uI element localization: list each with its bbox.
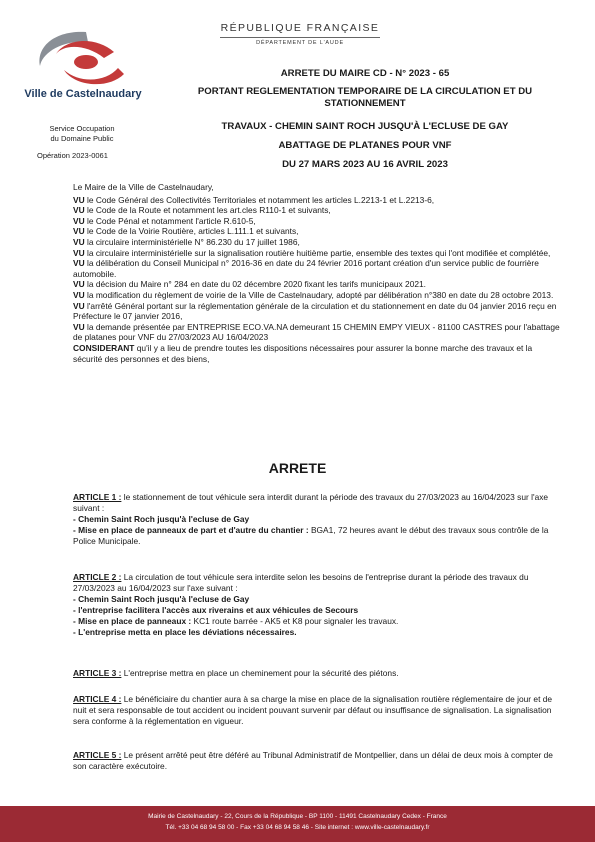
article-4 — [73, 694, 563, 727]
city-name: Ville de Castelnaudary — [24, 88, 142, 100]
article-4-label: ARTICLE 4 : — [73, 694, 122, 704]
works-title: TRAVAUX - CHEMIN SAINT ROCH JUSQU'À L'ECLUSE DE GAY — [221, 121, 509, 132]
vu-label: VU — [73, 279, 85, 290]
article-1-bullet-2-text: BGA1, 72 heures avant le début des travaux sous contrôle de la Police Municipale. — [73, 525, 549, 546]
vu-label: VU — [73, 247, 85, 258]
vu-label: VU — [73, 236, 85, 247]
vu-item: le Code Général des Collectivités Territoriales et notamment les articles L.2213-1 et L.2213-6, — [86, 194, 435, 205]
vu-item: la demande présentée par ENTREPRISE ECO.VA.NA demeurant 15 CHEMIN EMPY VIEUX - 81100 CASTRES pour l'abattage de platanes pour VNF du 27/03/2023 AU 16/04/2023 — [73, 321, 560, 343]
works-description: ABATTAGE DE PLATANES POUR VNF — [278, 140, 452, 151]
vu-label: VU — [73, 289, 85, 300]
vu-label: VU — [73, 194, 85, 205]
castelnaudary-logo — [26, 24, 146, 94]
article-5 — [73, 750, 563, 772]
decree-purpose-1: PORTANT REGLEMENTATION TEMPORAIRE DE LA CIRCULATION ET DU — [197, 86, 533, 97]
preamble — [73, 182, 563, 364]
article-3 — [73, 668, 563, 679]
service-line-1: Service Occupation — [49, 124, 115, 133]
article-1-text: le stationnement de tout véhicule sera interdit durant la période des travaux du 27/03/2023 au 16/04/2023 sur l'axe suivant : — [73, 492, 549, 513]
decree-number: ARRETE DU MAIRE CD - N° 2023 - 65 — [280, 68, 450, 79]
article-3-text: L'entreprise mettra en place un cheminement pour la sécurité des piétons. — [121, 668, 399, 678]
considerant-label: CONSIDERANT — [73, 342, 135, 353]
service-line-2: du Domaine Public — [50, 133, 114, 143]
article-2-bullet-3: - Mise en place de panneaux : — [73, 616, 192, 626]
footer-contact: Tél. +33 04 68 94 58 00 - Fax +33 04 68 94 58 46 - Site internet : www.ville-castelnaudary.fr — [165, 824, 430, 831]
article-3-label: ARTICLE 3 : — [73, 668, 122, 678]
vu-label: VU — [73, 226, 85, 237]
article-1-bullet-1: - Chemin Saint Roch jusqu'à l'ecluse de Gay — [73, 514, 250, 524]
article-2-bullet-3-text: KC1 route barrée - AK5 et K8 pour signaler les travaux. — [191, 616, 399, 626]
vu-item: la circulaire interministérielle N° 86.230 du 17 juillet 1986, — [86, 236, 300, 247]
republic-title: RÉPUBLIQUE FRANÇAISE — [220, 22, 380, 34]
article-2-bullet-2: - l'entreprise facilitera l'accès aux riverains et aux véhicules de Secours — [73, 605, 359, 615]
vu-item: le Code Pénal et notamment l'article R.610-5, — [86, 215, 256, 226]
vu-label: VU — [73, 321, 85, 332]
article-2-text: La circulation de tout véhicule sera interdite selon les besoins de l'entreprise durant la période des travaux du 27/03/2023 au 16/04/2023 sur l'axe suivant : — [73, 572, 529, 593]
article-2-bullet-1: - Chemin Saint Roch jusqu'à l'ecluse de Gay — [73, 594, 250, 604]
operation-number: Opération 2023-0061 — [37, 151, 108, 160]
arrete-title: ARRETE — [268, 460, 327, 476]
article-1 — [73, 492, 563, 547]
article-2-bullet-4: - L'entreprise metta en place les déviations nécessaires. — [73, 627, 297, 637]
vu-item: l'arrêté Général portant sur la réglementation générale de la circulation et du stationnement en date du 04 janvier 2016 reçu en Préfecture le 07 janvier 2016, — [73, 300, 557, 322]
article-1-label: ARTICLE 1 : — [73, 492, 122, 502]
vu-item: la circulaire interministérielle sur la signalisation routière huitième partie, ensemble des textes qui l'ont modifiée et complétée, — [86, 247, 551, 258]
service-info — [22, 124, 142, 143]
vu-label: VU — [73, 205, 85, 216]
vu-item: la modification du règlement de voirie de la Ville de Castelnaudary, adopté par délibération n°380 en date du 28 octobre 2013. — [86, 289, 554, 300]
footer-address: Mairie de Castelnaudary - 22, Cours de la République - BP 1100 - 11491 Castelnaudary Cedex - France — [148, 813, 447, 820]
article-2 — [73, 572, 563, 638]
article-1-bullet-2: - Mise en place de panneaux de part et d'autre du chantier : — [73, 525, 309, 535]
article-2-label: ARTICLE 2 : — [73, 572, 122, 582]
article-5-label: ARTICLE 5 : — [73, 750, 122, 760]
considerant-text: qu'il y a lieu de prendre toutes les dispositions nécessaires pour assurer la bonne marche des travaux et la sécurité des personnes et des biens, — [73, 342, 533, 364]
vu-label: VU — [73, 258, 85, 269]
divider — [220, 37, 380, 38]
vu-item: la décision du Maire n° 284 en date du 02 décembre 2020 fixant les tarifs municipaux 2021. — [86, 279, 426, 290]
works-dates: DU 27 MARS 2023 AU 16 AVRIL 2023 — [282, 159, 448, 170]
article-5-text: Le présent arrêté peut être déféré au Tribunal Administratif de Montpellier, dans un délai de deux mois à compter de son caractère exécutoire. — [73, 750, 553, 771]
vu-item: le Code de la Voirie Routière, articles L.111.1 et suivants, — [86, 226, 299, 237]
vu-label: VU — [73, 215, 85, 226]
intro-line: Le Maire de la Ville de Castelnaudary, — [73, 182, 214, 192]
decree-purpose-2: STATIONNEMENT — [324, 98, 406, 109]
article-4-text: Le bénéficiaire du chantier aura à sa charge la mise en place de la signalisation routière réglementaire de jour et de nuit et sera responsable de tout accident ou incident pouvant survenir par défaut ou insuffisance de signalisation. La signalisation sera conforme à la réglementation en vigueur. — [73, 694, 553, 726]
vu-item: le Code de la Route et notamment les art.cles R110-1 et suivants, — [86, 205, 331, 216]
vu-label: VU — [73, 300, 85, 311]
department-subtitle: DÉPARTEMENT DE L'AUDE — [256, 40, 344, 46]
vu-item: la délibération du Conseil Municipal n° 2016-36 en date du 24 février 2016 portant création d'un service public de fourrière automobile. — [73, 258, 539, 279]
